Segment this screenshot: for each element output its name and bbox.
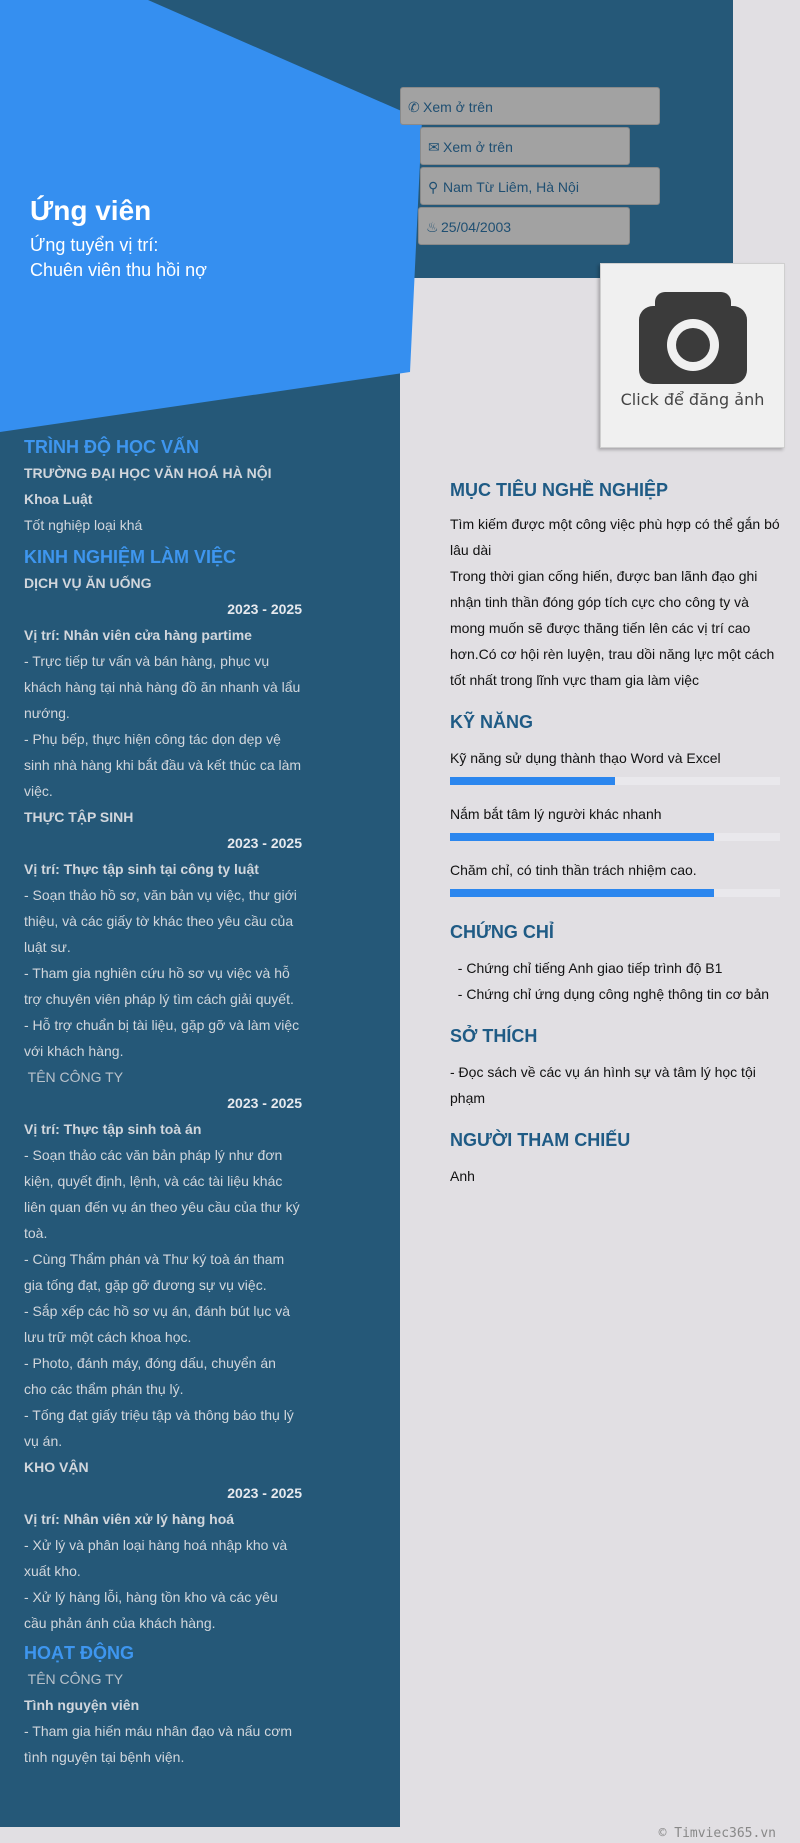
job-company[interactable]: DỊCH VỤ ĂN UỐNG — [24, 575, 152, 591]
job-desc-line[interactable]: - Xử lý hàng lỗi, hàng tồn kho và các yêu cầu phản ánh của khách hàng. — [24, 1589, 278, 1631]
job-desc-line[interactable]: - Phụ bếp, thực hiện công tác dọn dẹp vệ sinh nhà hàng khi bắt đầu và kết thúc ca làm việc. — [24, 731, 302, 799]
skill-bar-fill — [450, 833, 714, 841]
job-desc-line[interactable]: - Tống đạt giấy triệu tập và thông báo thụ lý vụ án. — [24, 1407, 294, 1449]
education-major[interactable]: Khoa Luật — [24, 491, 93, 507]
job-desc-line[interactable]: - Tham gia nghiên cứu hồ sơ vụ việc và hỗ trợ chuyên viên pháp lý tìm cách giải quyết. — [24, 965, 294, 1007]
contact-phone[interactable] — [400, 87, 660, 125]
education-school[interactable]: TRƯỜNG ĐẠI HỌC VĂN HOÁ HÀ NỘI — [24, 465, 272, 481]
job-role[interactable]: Vị trí: Nhân viên cửa hàng partime — [24, 627, 252, 643]
hobbies-title: SỞ THÍCH — [450, 1026, 538, 1046]
contact-address-value: Nam Từ Liêm, Hà Nội — [443, 179, 579, 195]
skill-item — [450, 745, 780, 785]
skill-item — [450, 801, 780, 841]
education-title: TRÌNH ĐỘ HỌC VẤN — [24, 437, 199, 457]
job-desc-line[interactable]: - Photo, đánh máy, đóng dấu, chuyển án cho các thẩm phán thụ lý. — [24, 1355, 276, 1397]
education-result[interactable]: Tốt nghiệp loại khá — [24, 517, 143, 533]
contact-phone-value: Xem ở trên — [423, 99, 493, 115]
skill-name[interactable]: Nắm bắt tâm lý người khác nhanh — [450, 806, 662, 822]
skill-bar-fill — [450, 777, 615, 785]
footer-copyright: © Timviec365.vn — [658, 1826, 776, 1841]
job-desc-line[interactable]: - Cùng Thẩm phán và Thư ký toà án tham gia tống đạt, gặp gỡ đương sự vụ việc. — [24, 1251, 285, 1293]
contact-birthday-value: 25/04/2003 — [441, 219, 512, 235]
job-3 — [24, 1064, 302, 1454]
job-desc-line[interactable]: - Xử lý và phân loại hàng hoá nhập kho và xuất kho. — [24, 1537, 288, 1579]
job-period[interactable]: 2023 - 2025 — [227, 835, 302, 851]
experience-title: KINH NGHIỆM LÀM VIỆC — [24, 547, 237, 567]
contact-email-value: Xem ở trên — [443, 139, 513, 155]
apply-label: Ứng tuyển vị trí: — [30, 235, 159, 255]
job-desc-line[interactable]: - Sắp xếp các hồ sơ vụ án, đánh bút lục và lưu trữ một cách khoa học. — [24, 1303, 291, 1345]
activities-title: HOẠT ĐỘNG — [24, 1643, 134, 1663]
activities-role[interactable]: Tình nguyện viên — [24, 1697, 140, 1713]
skills-title: KỸ NĂNG — [450, 712, 534, 732]
job-desc-line[interactable]: - Trực tiếp tư vấn và bán hàng, phục vụ khách hàng tại nhà hàng đồ ăn nhanh và lẩu nướng. — [24, 653, 301, 721]
job-role[interactable]: Vị trí: Thực tập sinh tại công ty luật — [24, 861, 259, 877]
job-period[interactable]: 2023 - 2025 — [227, 601, 302, 617]
map-marker-icon: ⚲ — [428, 179, 439, 195]
contact-email[interactable] — [420, 127, 630, 165]
job-desc-line[interactable]: - Hỗ trợ chuẩn bị tài liệu, gặp gỡ và làm việc với khách hàng. — [24, 1017, 300, 1059]
job-company[interactable]: THỰC TẬP SINH — [24, 809, 134, 825]
skill-item — [450, 857, 780, 897]
job-1 — [24, 570, 302, 804]
job-2 — [24, 804, 302, 1064]
job-role[interactable]: Vị trí: Thực tập sinh toà án — [24, 1121, 202, 1137]
references-title: NGƯỜI THAM CHIẾU — [450, 1130, 631, 1150]
job-desc-line[interactable]: - Soạn thảo các văn bản pháp lý như đơn kiện, quyết định, lệnh, và các tài liệu khác liên quan đến vụ án theo yêu cầu của thư ký toà. — [24, 1147, 300, 1241]
applied-position[interactable]: Chuên viên thu hồi nợ — [30, 260, 207, 280]
envelope-icon: ✉ — [428, 139, 440, 155]
contact-address[interactable] — [420, 167, 660, 205]
right-column — [450, 477, 780, 1189]
skill-bar-fill — [450, 889, 714, 897]
objective-title: MỤC TIÊU NGHỀ NGHIỆP — [450, 480, 669, 500]
job-role[interactable]: Vị trí: Nhân viên xử lý hàng hoá — [24, 1511, 235, 1527]
references-text[interactable]: Anh — [450, 1168, 475, 1184]
job-period[interactable]: 2023 - 2025 — [227, 1485, 302, 1501]
camera-icon — [639, 292, 747, 384]
skill-name[interactable]: Kỹ năng sử dụng thành thạo Word và Excel — [450, 750, 721, 766]
activities-line[interactable]: - Tham gia hiến máu nhân đạo và nấu cơm tình nguyện tại bệnh viện. — [24, 1723, 293, 1765]
candidate-name[interactable]: Ứng viên — [30, 195, 152, 226]
skill-bar — [450, 889, 780, 897]
left-column — [24, 434, 302, 1770]
phone-icon: ✆ — [408, 99, 420, 115]
job-company[interactable]: KHO VẬN — [24, 1459, 89, 1475]
activities-org[interactable]: TÊN CÔNG TY — [24, 1671, 124, 1687]
skill-bar — [450, 777, 780, 785]
certificates-title: CHỨNG CHỈ — [450, 922, 554, 942]
certificate-item[interactable]: - Chứng chỉ tiếng Anh giao tiếp trình độ B1 — [450, 960, 723, 976]
job-period[interactable]: 2023 - 2025 — [227, 1095, 302, 1111]
apply-position[interactable] — [30, 233, 207, 283]
job-4 — [24, 1454, 302, 1636]
birthday-cake-icon: ♨ — [426, 219, 439, 235]
skill-bar — [450, 833, 780, 841]
objective-text[interactable]: Tìm kiếm được một công việc phù hợp có thể gắn bó lâu dài Trong thời gian cống hiến, được ban lãnh đạo ghi nhận tinh thần đóng góp tích cực cho công ty và mong muốn sẽ được thăng tiến lên các vị trí cao hơn.Có cơ hội rèn luyện, trau dồi năng lực một cách tốt nhất trong lĩnh vực tham gia làm việc — [450, 516, 780, 688]
job-company[interactable]: TÊN CÔNG TY — [24, 1069, 124, 1085]
photo-upload[interactable] — [600, 263, 785, 448]
job-desc-line[interactable]: - Soạn thảo hồ sơ, văn bản vụ việc, thư giới thiệu, và các giấy tờ khác theo yêu cầu của luật sư. — [24, 887, 297, 955]
contact-birthday[interactable] — [418, 207, 630, 245]
certificate-item[interactable]: - Chứng chỉ ứng dụng công nghệ thông tin cơ bản — [450, 986, 770, 1002]
skill-name[interactable]: Chăm chỉ, có tinh thần trách nhiệm cao. — [450, 862, 697, 878]
hobbies-text[interactable]: - Đọc sách về các vụ án hình sự và tâm lý học tội phạm — [450, 1064, 756, 1106]
photo-upload-label: Click để đăng ảnh — [620, 390, 765, 409]
